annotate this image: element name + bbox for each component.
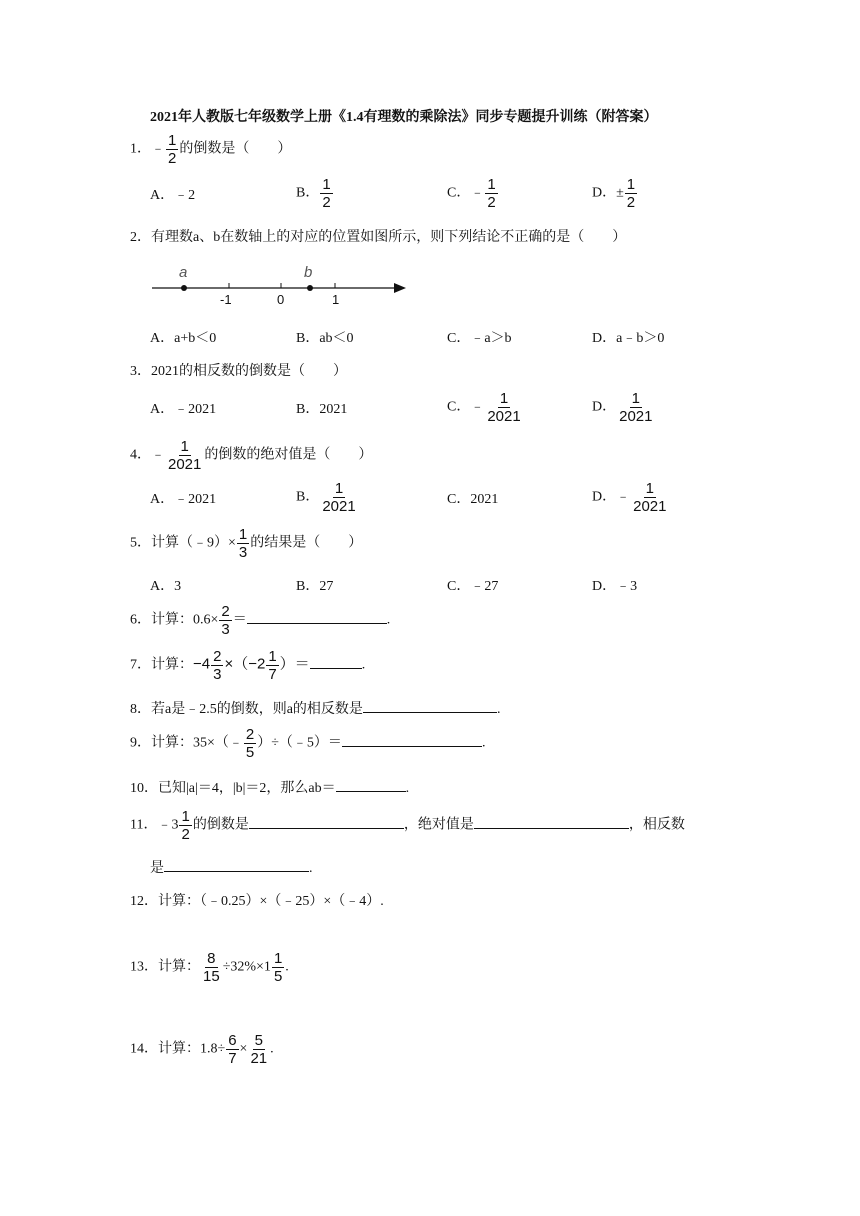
question-text: 若a是﹣2.5的倒数，则a的相反数是 (151, 702, 363, 717)
fraction (219, 603, 231, 638)
answer-blank[interactable] (363, 698, 497, 713)
question-text: . (270, 1041, 274, 1057)
fraction (166, 132, 178, 167)
question-text: 有理数a、b在数轴上的对应的位置如图所示，则下列结论不正确的是（ ） (151, 230, 627, 245)
question-text: B． (296, 489, 320, 505)
question-14 (130, 1032, 274, 1067)
fraction (211, 648, 223, 683)
question-text: 是 (150, 861, 164, 876)
question-13 (130, 950, 289, 985)
q3-option-d[interactable] (592, 390, 656, 425)
denominator: 7 (268, 666, 277, 683)
question-6 (130, 603, 390, 638)
question-text: . (361, 657, 366, 673)
numerator: 1 (626, 176, 636, 193)
question-text: 计算：0.6× (151, 612, 219, 628)
question-text: D． (592, 399, 617, 415)
q4-option-b[interactable] (296, 480, 359, 515)
fraction (244, 726, 256, 761)
question-text: ）÷（﹣5）＝ (257, 735, 342, 751)
denominator: 15 (203, 968, 220, 985)
question-text: 2021的相反数的倒数是（ ） (151, 364, 347, 379)
point-a (181, 285, 187, 291)
numerator: 6 (228, 1032, 237, 1049)
question-text: ×（−2 (224, 655, 266, 673)
denominator: 2021 (487, 408, 521, 425)
numerator: 1 (334, 480, 344, 497)
numerator: 1 (487, 176, 496, 193)
question-8 (130, 698, 500, 718)
question-1 (130, 132, 291, 167)
question-text: 12． (130, 894, 158, 909)
denominator: 2 (487, 194, 496, 211)
q4-option-a[interactable]: A．﹣2021 (150, 492, 217, 507)
answer-blank[interactable] (247, 609, 387, 624)
question-2 (130, 226, 626, 246)
question-text: 8． (130, 702, 151, 717)
question-text: D．± (592, 185, 624, 201)
denominator: 2021 (322, 498, 356, 515)
svg-text:b: b (304, 264, 313, 281)
question-text: 6． (130, 612, 151, 628)
svg-text:a: a (179, 264, 188, 281)
question-text: D．﹣ (592, 489, 631, 505)
svg-text:1: 1 (332, 292, 340, 307)
q3-option-b[interactable]: B．2021 (296, 402, 348, 417)
question-text: . (386, 612, 391, 628)
question-3 (130, 360, 347, 380)
question-text: . (496, 702, 501, 717)
question-11-cont (150, 857, 313, 877)
denominator: 5 (273, 968, 283, 985)
denominator: 2021 (168, 456, 202, 473)
fraction (226, 1032, 238, 1067)
q4-option-d[interactable] (592, 480, 670, 515)
denominator: 2 (626, 194, 636, 211)
question-text: 的结果是（ ） (250, 535, 363, 551)
denominator: 2 (322, 194, 331, 211)
fraction (625, 176, 637, 211)
question-text: C．﹣ (447, 185, 485, 201)
answer-blank[interactable] (342, 732, 482, 747)
question-text: 的倒数的绝对值是（ ） (204, 447, 373, 463)
question-text: 的倒数是（ ） (179, 141, 292, 157)
question-text: ）＝ (279, 655, 310, 673)
numerator: 1 (273, 950, 283, 967)
denominator: 3 (213, 666, 222, 683)
question-text: 计算： (151, 657, 193, 673)
question-10 (130, 777, 409, 797)
fraction (248, 1032, 269, 1067)
question-11 (130, 808, 685, 843)
numerator: 8 (207, 950, 216, 967)
fraction (166, 438, 203, 473)
denominator: 21 (250, 1050, 268, 1067)
question-4 (130, 438, 372, 473)
question-text: 计算：1.8÷ (158, 1041, 226, 1057)
page-title: 2021年人教版七年级数学上册《1.4有理数的乘除法》同步专题提升训练（附答案） (150, 110, 658, 125)
number-line (150, 262, 410, 310)
question-text: 计算（﹣9）× (151, 535, 236, 551)
q3-option-a[interactable]: A．﹣2021 (150, 402, 217, 417)
fraction (266, 648, 278, 683)
denominator: 5 (245, 744, 255, 761)
q4-option-c[interactable]: C．2021 (447, 492, 499, 507)
numerator: 1 (238, 526, 248, 543)
fraction (320, 176, 332, 211)
svg-text:0: 0 (277, 292, 285, 307)
question-text: 4． (130, 447, 151, 463)
q5-option-c[interactable]: C．﹣27 (447, 579, 499, 594)
fraction (179, 808, 191, 843)
question-text: 3． (130, 364, 151, 379)
numerator: 1 (499, 390, 509, 407)
question-text: ﹣ (151, 447, 165, 463)
question-text: . (405, 781, 410, 796)
fraction (237, 526, 249, 561)
question-5 (130, 526, 362, 561)
numerator: 1 (181, 808, 190, 825)
q1-option-a[interactable]: A．﹣2 (150, 188, 196, 203)
numerator: 2 (221, 603, 230, 620)
numerator: 1 (180, 438, 189, 455)
denominator: 2 (181, 826, 190, 843)
question-text: 1． (130, 141, 151, 157)
question-text: B． (296, 185, 320, 201)
question-text: 2． (130, 230, 151, 245)
fraction (320, 480, 357, 515)
question-text: . (481, 735, 486, 751)
question-text: ＝ (232, 612, 247, 628)
answer-blank[interactable] (474, 814, 629, 829)
question-text: −4 (193, 655, 211, 673)
question-text: 14． (130, 1041, 158, 1057)
numerator: 2 (213, 648, 222, 665)
denominator: 2021 (619, 408, 653, 425)
question-12 (130, 890, 384, 910)
question-text: ，绝对值是 (403, 817, 474, 833)
question-text: 计算：35×（﹣ (151, 735, 243, 751)
question-text: 计算：（﹣0.25）×（﹣25）×（﹣4）. (158, 894, 384, 909)
q2-option-d[interactable]: D．a﹣b＞0 (592, 331, 665, 346)
question-text: 5． (130, 535, 151, 551)
q2-option-a[interactable]: A．a+b＜0 (150, 331, 217, 346)
q5-option-b[interactable]: B．27 (296, 579, 334, 594)
question-text: × (239, 1041, 248, 1057)
denominator: 7 (228, 1050, 237, 1067)
q1-option-c[interactable] (447, 176, 499, 211)
question-9 (130, 726, 485, 761)
question-text: 9． (130, 735, 151, 751)
q5-option-d[interactable]: D．﹣3 (592, 579, 638, 594)
answer-blank[interactable] (249, 814, 404, 829)
question-text: 11． (130, 817, 158, 833)
question-text: ﹣3 (157, 817, 179, 833)
fraction (617, 390, 654, 425)
numerator: 1 (268, 648, 277, 665)
question-text: ÷32%×1 (222, 959, 271, 975)
question-text: ﹣ (151, 141, 165, 157)
question-text: 10． (130, 781, 158, 796)
numerator: 1 (168, 132, 177, 149)
q2-option-b[interactable]: B．ab＜0 (296, 331, 354, 346)
question-text: ，相反数 (628, 817, 685, 833)
numerator: 5 (254, 1032, 263, 1049)
svg-text:-1: -1 (220, 292, 232, 307)
question-text: 已知|a|＝4，|b|＝2，那么ab＝ (158, 781, 336, 796)
denominator: 3 (238, 544, 248, 561)
q1-option-b[interactable] (296, 176, 334, 211)
fraction (485, 390, 522, 425)
question-text: 13． (130, 959, 158, 975)
question-7 (130, 648, 365, 683)
q1-option-d[interactable] (592, 176, 638, 211)
fraction (272, 950, 284, 985)
q5-option-a[interactable]: A．3 (150, 579, 182, 594)
fraction (201, 950, 222, 985)
denominator: 2 (168, 150, 177, 167)
question-text: 计算： (158, 959, 200, 975)
answer-blank[interactable] (164, 857, 309, 872)
fraction (631, 480, 668, 515)
fraction (485, 176, 497, 211)
q3-option-c[interactable] (447, 390, 524, 425)
point-b (307, 285, 313, 291)
numerator: 2 (245, 726, 255, 743)
answer-blank[interactable] (310, 654, 362, 669)
numerator: 1 (645, 480, 654, 497)
numerator: 1 (631, 390, 640, 407)
denominator: 2021 (633, 498, 667, 515)
question-text: 的倒数是 (192, 817, 249, 833)
q2-option-c[interactable]: C．﹣a＞b (447, 331, 512, 346)
denominator: 3 (221, 621, 230, 638)
answer-blank[interactable] (336, 777, 406, 792)
numerator: 1 (322, 176, 331, 193)
question-text: C．﹣ (447, 399, 485, 415)
question-text: . (285, 959, 289, 975)
question-text: 7． (130, 657, 151, 673)
question-text: . (309, 861, 313, 876)
